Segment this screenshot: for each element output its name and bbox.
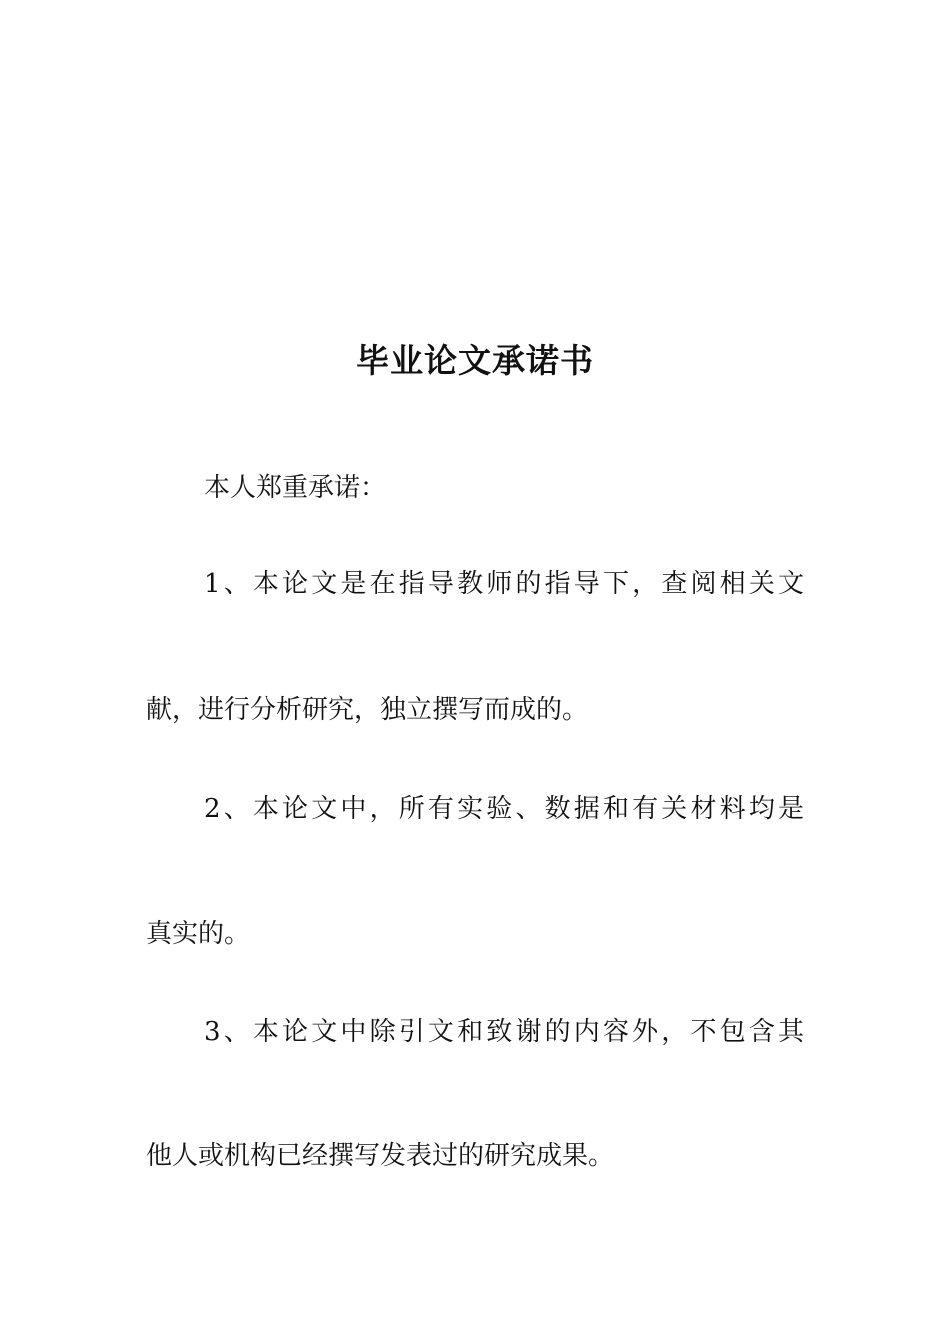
commitment-item-3-line-1: 3、本论文中除引文和致谢的内容外，不包含其 — [204, 1017, 804, 1047]
commitment-item-3-line-2: 他人或机构已经撰写发表过的研究成果。 — [146, 1141, 615, 1171]
document-title: 毕业论文承诺书 — [356, 341, 594, 380]
intro-text: 本人郑重承诺： — [204, 473, 387, 503]
commitment-item-1-line-1: 1、本论文是在指导教师的指导下，查阅相关文 — [204, 569, 804, 599]
commitment-item-1-line-2: 献，进行分析研究，独立撰写而成的。 — [146, 695, 589, 725]
commitment-item-2-line-2: 真实的。 — [146, 919, 251, 949]
commitment-item-2-line-1: 2、本论文中，所有实验、数据和有关材料均是 — [204, 794, 804, 824]
